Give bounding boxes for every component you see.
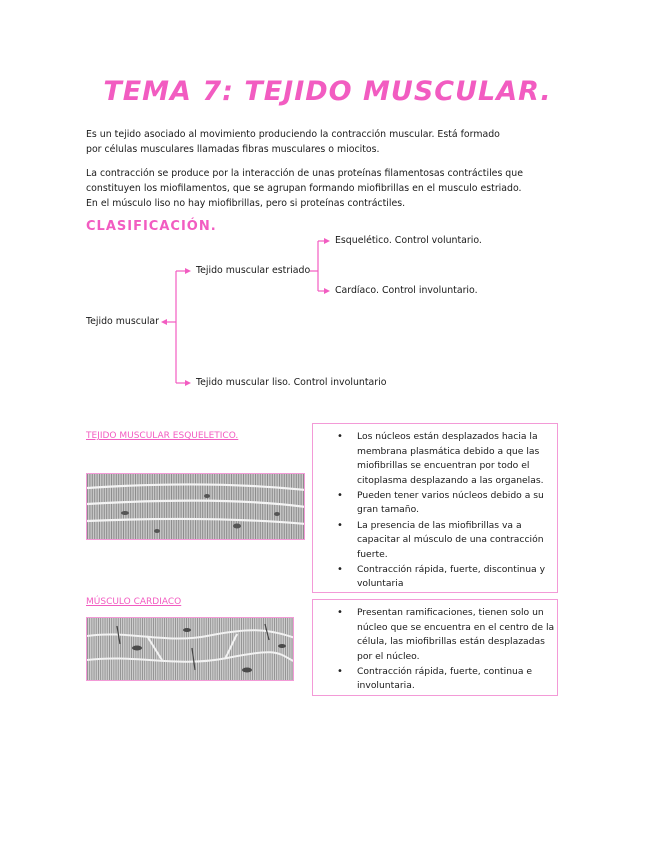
- cardiac-bullet-list: [313, 606, 557, 694]
- cardiac-bullet-box: [312, 599, 558, 696]
- arrow-icon: [324, 288, 330, 294]
- list-item: • Presentan ramificaciones, tienen solo un núcleo que se encuentra en el centro de la célula, las miofibrillas están desplazadas por el núcleo.: [357, 606, 557, 664]
- tree-skeletal-label: Esquelético. Control voluntario.: [335, 235, 482, 246]
- arrow-icon: [185, 380, 191, 386]
- paragraph-line: La contracción se produce por la interacción de unas proteínas filamentosas contráctiles que: [86, 168, 523, 179]
- cardiac-muscle-micrograph: [86, 617, 294, 681]
- tree-striated-label: Tejido muscular estriado: [196, 265, 311, 276]
- cardiac-heading: MÚSCULO CARDIACO: [86, 597, 182, 607]
- list-item: • Los núcleos están desplazados hacia la membrana plasmática debido a que las miofibrillas se encuentran por todo el citoplasma desplazando a las organelas.: [357, 430, 557, 488]
- intro-paragraph: Es un tejido asociado al movimiento produciendo la contracción muscular. Está formado por células musculares llamadas fibras musculares o miocitos.: [86, 129, 500, 155]
- arrow-icon: [185, 268, 191, 274]
- skeletal-muscle-image: [87, 474, 305, 540]
- arrow-icon: [324, 238, 330, 244]
- cardiac-muscle-image: [87, 618, 294, 681]
- list-item: • Pueden tener varios núcleos debido a su gran tamaño.: [357, 489, 557, 518]
- skeletal-heading: TEJIDO MUSCULAR ESQUELETICO.: [86, 431, 239, 441]
- skeletal-bullet-box: [312, 423, 558, 593]
- tree-smooth-label: Tejido muscular liso. Control involuntario: [196, 377, 387, 388]
- arrow-icon: [161, 319, 167, 325]
- list-item: • Contracción rápida, fuerte, discontinua y voluntaria: [357, 563, 557, 592]
- list-item: • Contracción rápida, fuerte, continua e involuntaria.: [357, 665, 557, 694]
- paragraph-line: constituyen los miofilamentos, que se agrupan formando miofibrillas en el musculo estriado.: [86, 183, 522, 194]
- list-item: • La presencia de las miofibrillas va a capacitar al músculo de una contracción fuerte.: [357, 519, 557, 563]
- tree-cardiac-label: Cardíaco. Control involuntario.: [335, 285, 478, 296]
- page-title: TEMA 7: TEJIDO MUSCULAR.: [103, 76, 552, 107]
- tree-root-label: Tejido muscular: [86, 316, 160, 327]
- skeletal-muscle-micrograph: [86, 473, 305, 540]
- skeletal-bullet-list: [313, 430, 557, 592]
- classification-heading: CLASIFICACIÓN.: [86, 219, 217, 234]
- paragraph-line: En el músculo liso no hay miofibrillas, pero si proteínas contráctiles.: [86, 198, 406, 209]
